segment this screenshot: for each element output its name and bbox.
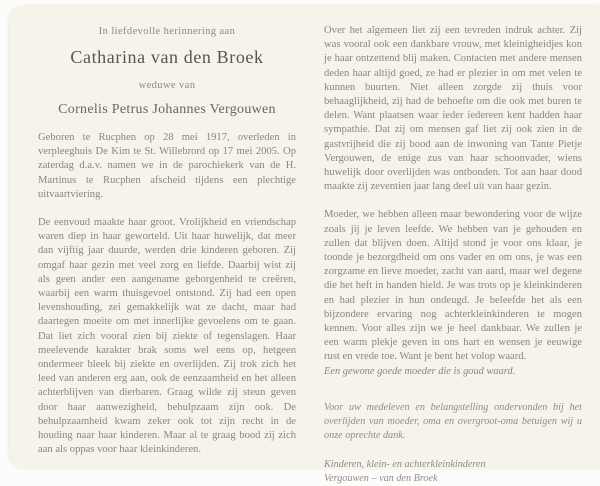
signature-block — [324, 458, 582, 486]
memorial-card-right-page — [324, 5, 582, 486]
memorial-card — [9, 5, 600, 484]
memorial-card-left-page — [38, 5, 296, 457]
acknowledgment-text: Voor uw medeleven en belangstelling ondervonden bij het overlijden van moeder, oma en overgroot-oma betuigen wij u onze oprechte dank. — [324, 401, 582, 441]
life-story-paragraph: De eenvoud maakte haar groot. Vrolijkheid en vriendschap waren diep in haar geworteld. Uit haar huwelijk, dat meer dan vijftig jaar duurde, werden drie kinderen geboren. Zij omgaf haar gezin met veel zorg en liefde. Daarbij wist zij als geen ander een aangename geborgenheid te creëren, waarbij een warm thuisgevoel ontstond. Zij had een open levenshouding, zei gemakkelijk wat ze dacht, maar had daartegen moeite om met innerlijke gevoelens om te gaan. Dat liet zich vooral zien bij ziekte of tegenslagen. Haar meelevende karakter brak soms wel eens op, hetgeen ondermeer bleek bij ziekte en overlijden. Zij trok zich het leed van anderen erg aan, ook de eenzaamheid en het alleen achterblijven van dierbaren. Graag wilde zij steun geven door haar aanwezigheid, behulpzaam zijn ook. De behulpzaamheid kwam zeker ook tot zijn recht in de houding naar haar kinderen. Maar al te graag bood zij zich aan als oppas voor haar kleinkinderen. — [38, 217, 296, 456]
closing-quote: Een gewone goede moeder die is goud waard. — [324, 365, 516, 377]
relation-line: weduwe van — [138, 80, 196, 91]
deceased-name: Catharina van den Broek — [70, 47, 264, 67]
dedication-line: In liefdevolle herinnering aan — [98, 26, 236, 37]
birth-death-paragraph: Geboren te Rucphen op 28 mei 1917, overleden in verpleeghuis De Kim te St. Willebrord op 17 mei 2005. Op zaterdag d.a.v. namen we in de parochiekerk van de H. Martinus te Rucphen afscheid tijdens een plechtige uitvaartviering. — [38, 132, 296, 200]
signature-name-line: Vergouwen – van den Broek — [324, 472, 438, 484]
spouse-name: Cornelis Petrus Johannes Vergouwen — [58, 102, 276, 117]
tribute-paragraph: Moeder, we hebben alleen maar bewondering voor de wijze zoals jij je leven leefde. We hebben van je gehouden en zullen dat blijven doen. Altijd stond je voor ons klaar, je toonde je bezorgdheid om ons vader en om ons, je was een zorgzame en lieve moeder, zacht van aard, maar wel degene die het heft in handen hield. Je was trots op je kleinkinderen en had plezier in hun ondeugd. Je beleefde het als een bijzondere ervaring nog achterkleinkinderen te mogen kennen. Voor alles zijn we je heel dankbaar. We zullen je een warm plekje geven in ons hart en wensen je eeuwige rust en vrede toe. Want je bent het volop waard. — [324, 209, 582, 363]
character-paragraph: Over het algemeen liet zij een tevreden indruk achter. Zij was vooral ook een dankbare vrouw, met kleinigheidjes kon je haar ontzettend blij maken. Contacten met andere mensen deden haar altijd goed, ze had er plezier in om met velen te kunnen buurten. Niet alleen zorgde zij thuis voor behaaglijkheid, zij had de behoefte om die ook met buren te delen. Want plaatsen waar ieder iedereen kent hadden haar sympathie. Dat zij om mensen gaf liet zij ook zien in de gastvrijheid die zij bood aan de inwoning van Tante Pietje Vergouwen, de enige zus van haar schoonvader, wiens huwelijk door overlijden was ontbonden. Tot aan haar dood maakte zij zeventien jaar lang deel uit van haar gezin. — [324, 25, 582, 193]
signature-family-line: Kinderen, klein- en achterkleinkinderen — [324, 458, 486, 470]
